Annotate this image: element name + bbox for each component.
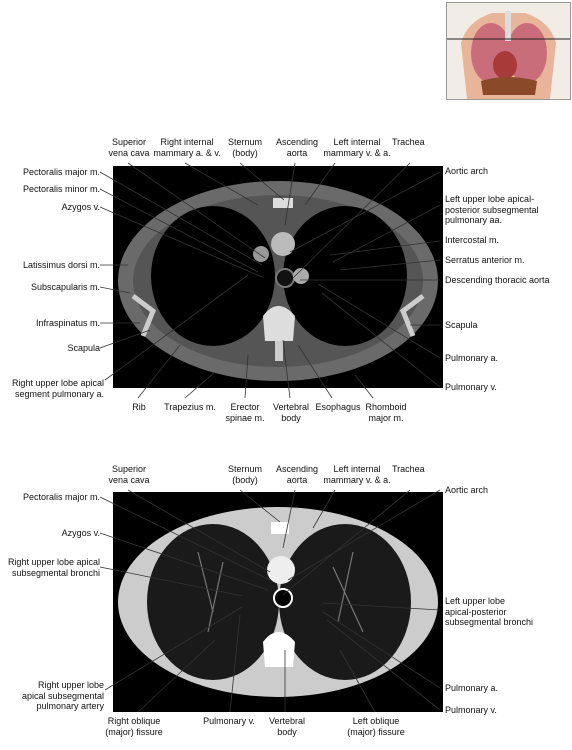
label-b-pulmonary-a: Pulmonary a.: [445, 683, 499, 693]
label-infraspinatus: Infraspinatus m.: [35, 318, 100, 328]
label-b-pectoralis-major: Pectoralis major m.: [22, 492, 100, 502]
label-b-azygos: Azygos v.: [61, 528, 100, 538]
label-erector-spinae: Erector spinae m.: [225, 402, 265, 423]
label-left-ul-apical-posterior: Left upper lobe apical- posterior subsegmental pulmonary aa.: [445, 194, 539, 225]
label-b-sternum: Sternum (body): [227, 464, 262, 485]
label-pectoralis-major: Pectoralis major m.: [22, 167, 100, 177]
label-scapula-right: Scapula: [445, 320, 478, 330]
label-b-pulmonary-v: Pulmonary v.: [445, 705, 497, 715]
label-pulmonary-v: Pulmonary v.: [445, 382, 497, 392]
label-b-right-oblique: Right oblique (major) fissure: [105, 716, 163, 737]
label-b-left-internal-mammary: Left internal mammary v. & a.: [323, 464, 391, 485]
label-b-superior-vena-cava: Superior vena cava: [108, 464, 150, 485]
label-subscapularis: Subscapularis m.: [30, 282, 100, 292]
label-latissimus: Latissimus dorsi m.: [22, 260, 100, 270]
label-pectoralis-minor: Pectoralis minor m.: [22, 184, 100, 194]
label-trapezius: Trapezius m.: [164, 402, 216, 412]
label-trachea: Trachea: [392, 137, 425, 147]
label-b-left-oblique: Left oblique (major) fissure: [347, 716, 405, 737]
label-descending-aorta: Descending thoracic aorta: [445, 275, 550, 285]
label-b-trachea: Trachea: [392, 464, 425, 474]
label-pulmonary-a: Pulmonary a.: [445, 353, 499, 363]
label-serratus: Serratus anterior m.: [445, 255, 525, 265]
label-esophagus: Esophagus: [315, 402, 361, 412]
label-b-pulmonary-v-center: Pulmonary v.: [203, 716, 255, 726]
label-b-left-ul-bronchi: Left upper lobe apical-posterior subsegmental bronchi: [445, 596, 534, 627]
label-b-ascending-aorta: Ascending aorta: [275, 464, 319, 485]
label-b-vertebral-body: Vertebral body: [268, 716, 306, 737]
label-scapula-left: Scapula: [67, 343, 100, 353]
label-left-internal-mammary: Left internal mammary v. & a.: [323, 137, 391, 158]
label-b-right-ul-artery: Right upper lobe apical subsegmental pulmonary artery: [21, 680, 104, 711]
label-b-aortic-arch: Aortic arch: [445, 485, 489, 495]
label-superior-vena-cava: Superior vena cava: [108, 137, 150, 158]
label-aortic-arch: Aortic arch: [445, 166, 489, 176]
label-rib: Rib: [132, 402, 146, 412]
label-right-ul-apical-segment: Right upper lobe apical segment pulmonary a.: [11, 378, 104, 399]
label-right-internal-mammary: Right internal mammary a. & v.: [153, 137, 221, 158]
label-azygos: Azygos v.: [61, 202, 100, 212]
label-rhomboid: Rhomboid major m.: [365, 402, 407, 423]
label-intercostal: Intercostal m.: [445, 235, 500, 245]
label-sternum: Sternum (body): [227, 137, 262, 158]
label-vertebral-body: Vertebral body: [272, 402, 310, 423]
label-ascending-aorta: Ascending aorta: [275, 137, 319, 158]
label-b-right-ul-bronchi: Right upper lobe apical subsegmental bronchi: [7, 557, 100, 578]
